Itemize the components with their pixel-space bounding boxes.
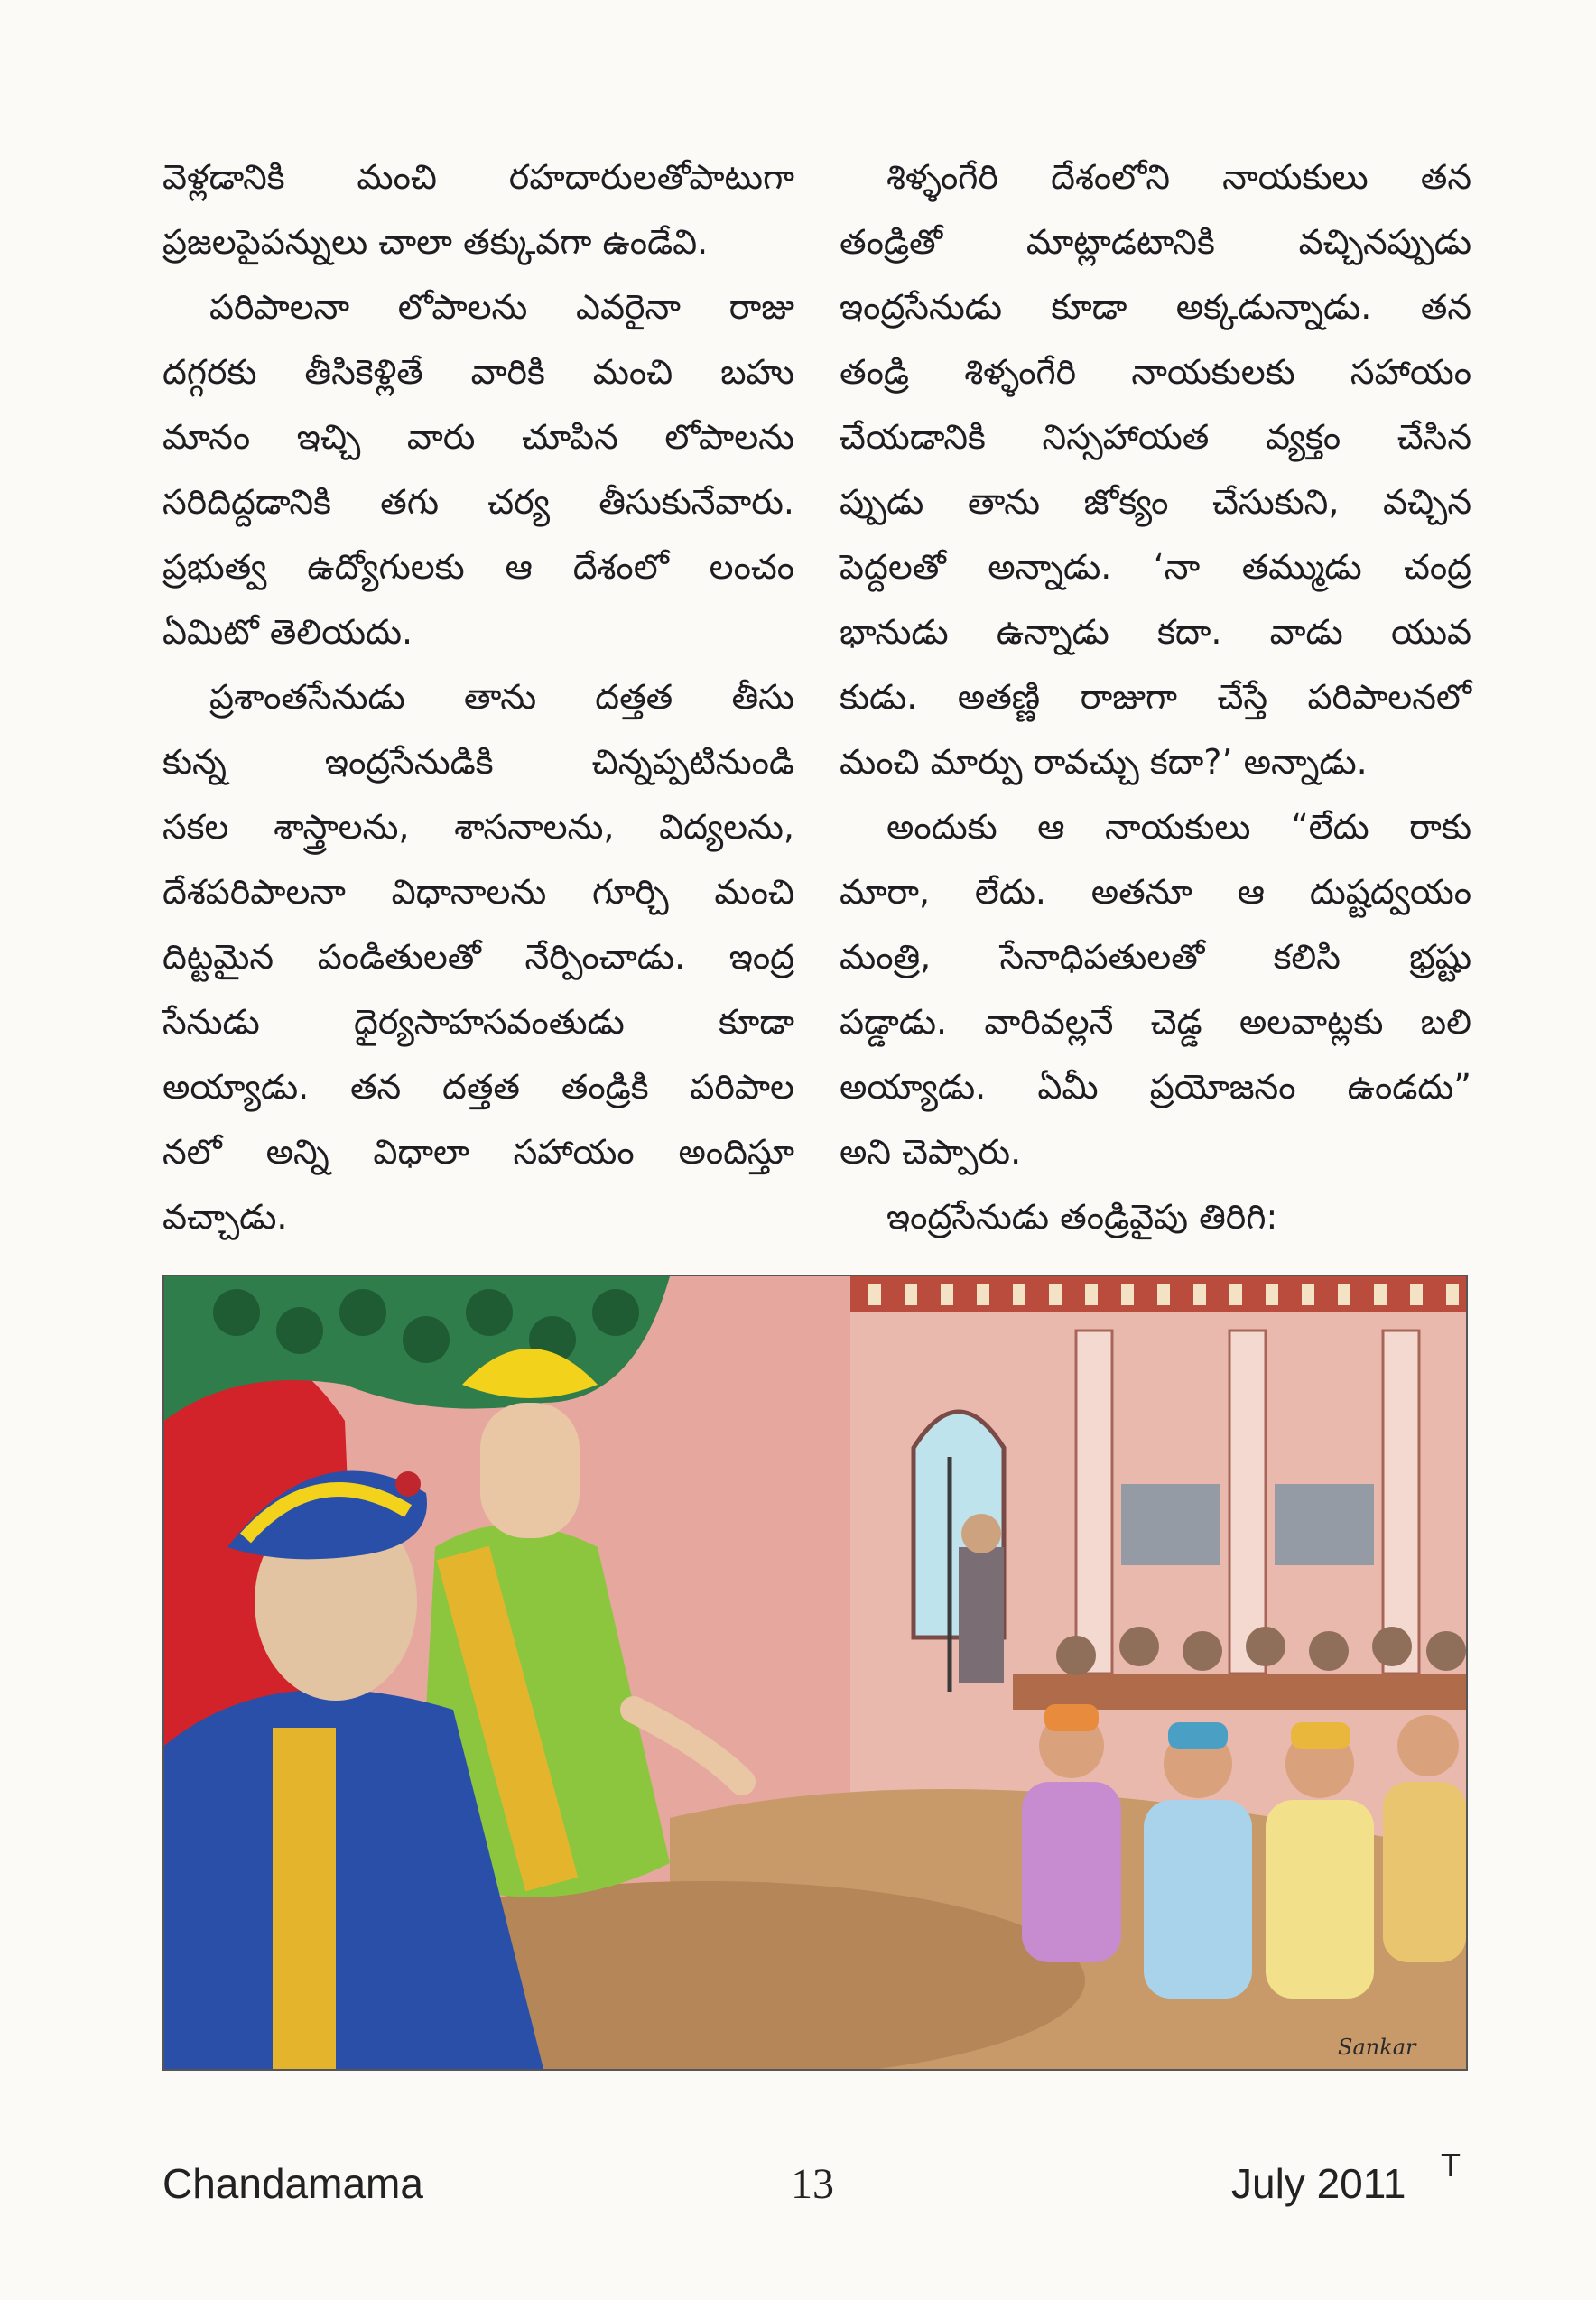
text-line: ఇంద్రసేనుడు తండ్రివైపు తిరిగి: [886, 1197, 1278, 1237]
paragraph [840, 1184, 1471, 1249]
paragraph [162, 664, 794, 1249]
text-line: మానం ఇచ్చి వారు చూపిన లోపాలను [162, 417, 794, 457]
text-line: ప్పుడు తాను జోక్యం చేసుకుని, వచ్చిన [840, 482, 1471, 522]
pillar [1229, 1331, 1266, 1674]
text-line: అని చెప్పారు. [840, 1132, 1022, 1172]
artist-signature: Sankar [1338, 2035, 1416, 2060]
text-line: ఇంద్రసేనుడు కూడా అక్కడున్నాడు. తన [840, 287, 1471, 327]
text-line: అయ్యాడు. తన దత్తత తండ్రికి పరిపాల [162, 1067, 794, 1107]
text-column-left [162, 144, 794, 1249]
text-line: పరిపాలనా లోపాలను ఎవరైనా రాజు [209, 287, 794, 327]
text-line: ప్రజలపైపన్నులు చాలా తక్కువగా ఉండేవి. [162, 222, 709, 262]
story-illustration [162, 1275, 1468, 2071]
text-line: చేయడానికి నిస్సహాయత వ్యక్తం చేసిన [840, 417, 1471, 457]
footer-issue-date: July 2011 [1231, 2160, 1406, 2207]
text-line: మారా, లేదు. అతనూ ఆ దుష్టద్వయం [840, 872, 1471, 912]
text-line: వెళ్లడానికి మంచి రహదారులతోపాటుగా [162, 157, 794, 197]
text-line: కున్న ఇంద్రసేనుడికి చిన్నప్పటినుండి [162, 742, 794, 782]
pillar [1383, 1331, 1419, 1674]
text-line: శిళ్ళంగేరి దేశంలోని నాయకులు తన [886, 157, 1471, 197]
text-line: కుడు. అతణ్ణి రాజుగా చేస్తే పరిపాలనలో [840, 677, 1471, 717]
text-line: సకల శాస్త్రాలను, శాసనాలను, విద్యలను, [162, 807, 794, 847]
text-line: వచ్చాడు. [162, 1197, 288, 1237]
text-line: దేశపరిపాలనా విధానాలను గూర్చి మంచి [162, 872, 794, 912]
text-line: భానుడు ఉన్నాడు కదా. వాడు యువ [840, 612, 1471, 652]
text-line: సరిదిద్దడానికి తగు చర్య తీసుకునేవారు. [162, 482, 794, 522]
text-line: పెద్దలతో అన్నాడు. ‘నా తమ్ముడు చంద్ర [840, 547, 1471, 587]
paragraph [840, 794, 1471, 1184]
text-line: సేనుడు ధైర్యసాహసవంతుడు కూడా [162, 1002, 794, 1042]
footer-magazine-name: Chandamama [162, 2160, 423, 2207]
text-line: మంచి మార్పు రావచ్చు కదా?’ అన్నాడు. [840, 742, 1368, 782]
text-line: మంత్రి, సేనాధిపతులతో కలిసి భ్రష్టు [840, 937, 1471, 977]
text-line: అయ్యాడు. ఏమీ ప్రయోజనం ఉండదు” [840, 1067, 1471, 1107]
text-line: తండ్రితో మాట్లాడటానికి వచ్చినప్పుడు [840, 222, 1471, 262]
paragraph [840, 144, 1471, 794]
text-line: నలో అన్ని విధాలా సహాయం అందిస్తూ [162, 1132, 794, 1172]
text-line: ఏమిటో తెలియదు. [162, 612, 413, 652]
footer-mark: T [1441, 2147, 1461, 2184]
pillar [1076, 1331, 1112, 1674]
text-line: పడ్డాడు. వారివల్లనే చెడ్డ అలవాట్లకు బలి [840, 1002, 1471, 1042]
paragraph [162, 274, 794, 664]
text-line: దగ్గరకు తీసికెళ్లితే వారికి మంచి బహు [162, 352, 794, 392]
paragraph [162, 144, 794, 274]
text-line: ప్రశాంతసేనుడు తాను దత్తత తీసు [209, 677, 794, 717]
text-column-right [840, 144, 1471, 1249]
text-line: అందుకు ఆ నాయకులు “లేదు రాకు [886, 807, 1471, 847]
footer-page-number: 13 [791, 2160, 834, 2208]
text-line: ప్రభుత్వ ఉద్యోగులకు ఆ దేశంలో లంచం [162, 547, 794, 587]
text-line: తండ్రి శిళ్ళంగేరి నాయకులకు సహాయం [840, 352, 1471, 392]
text-line: దిట్టమైన పండితులతో నేర్పించాడు. ఇంద్ర [162, 937, 794, 977]
